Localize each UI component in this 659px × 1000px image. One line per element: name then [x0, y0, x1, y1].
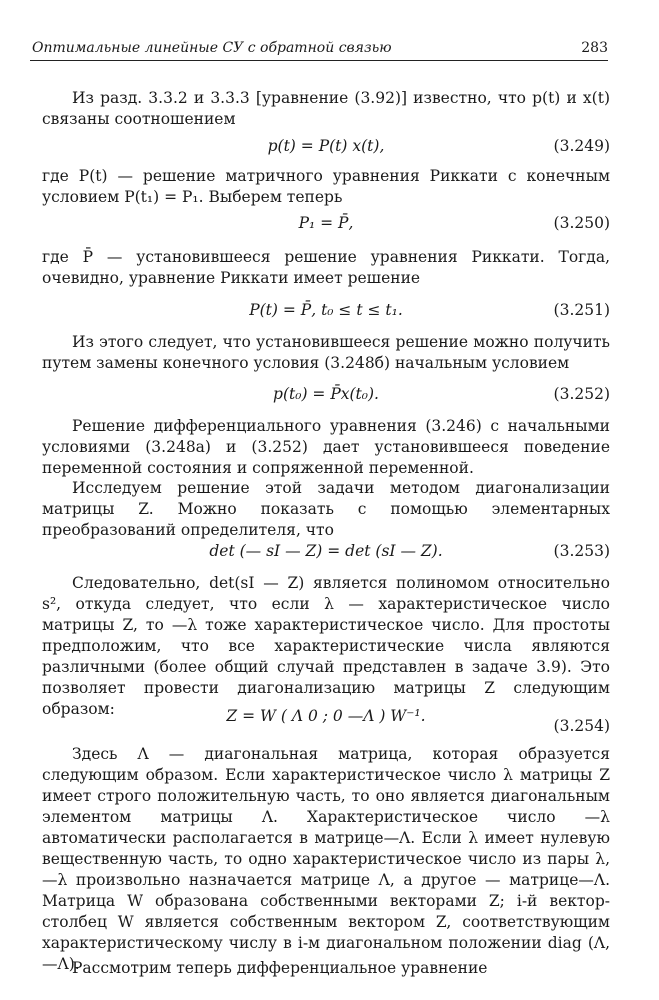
running-title: Оптимальные линейные СУ с обратной связью	[32, 40, 392, 56]
equation-formula: P₁ = P̄,	[298, 214, 354, 232]
equation-number: (3.250)	[553, 214, 610, 232]
paragraph-8: Здесь Λ — диагональная матрица, которая образуется следующим образом. Если характеристическое число λ матрицы Z имеет строго положительную часть, то оно является диагональным элементом матрицы Λ. Характеристическое число —λ автоматически располагается в матрице—Λ. Если λ имеет нулевую вещественную часть, то одно характеристическое число из пары λ, —λ произвольно назначается матрице Λ, а другое — матрице—Λ. Матрица W образована собственными векторами Z; i-й вектор-столбец W является собственным вектором Z, соответствующим характеристическому числу в i-м диагональном положении diag (Λ, —Λ).	[42, 745, 610, 973]
paragraph-3: где P̄ — установившееся решение уравнения Риккати. Тогда, очевидно, уравнение Риккати имеет решение	[42, 248, 610, 287]
equation-formula: p(t) = P(t) x(t),	[267, 137, 385, 155]
equation-formula: det (— sI — Z) = det (sI — Z).	[209, 542, 443, 560]
paragraph-7: Следовательно, det(sI — Z) является полиномом относительно s², откуда следует, что если λ — характеристическое число матрицы Z, то —λ тоже характеристическое число. Для простоты предположим, что все характеристические числа являются различными (более общий случай представлен в задаче 3.9). Это позволяет провести диагонализацию матрицы Z следующим образом:	[42, 574, 610, 718]
page-header	[30, 38, 608, 61]
equation-formula: P(t) = P̄, t₀ ≤ t ≤ t₁.	[249, 301, 403, 319]
equation-number: (3.254)	[553, 717, 610, 735]
equation-3-253	[42, 539, 610, 563]
equation-formula: Z = W ( Λ 0 ; 0 —Λ ) W⁻¹.	[226, 707, 426, 725]
page-number: 283	[581, 40, 608, 56]
equation-formula: p(t₀) = P̄x(t₀).	[273, 385, 379, 403]
equation-3-254	[42, 694, 610, 738]
equation-3-252	[42, 382, 610, 406]
paragraph-5: Решение дифференциального уравнения (3.246) с начальными условиями (3.248а) и (3.252) дает установившееся поведение переменной состояния и сопряженной переменной.	[42, 417, 610, 477]
equation-number: (3.249)	[553, 137, 610, 155]
paragraph-4: Из этого следует, что установившееся решение можно получить путем замены конечного условия (3.248б) начальным условием	[42, 333, 610, 372]
equation-3-249	[42, 134, 610, 158]
paragraph-1: Из разд. 3.3.2 и 3.3.3 [уравнение (3.92)] известно, что p(t) и x(t) связаны соотношением	[42, 89, 610, 128]
equation-3-250	[42, 211, 610, 235]
equation-number: (3.252)	[553, 385, 610, 403]
equation-number: (3.253)	[553, 542, 610, 560]
equation-number: (3.251)	[553, 301, 610, 319]
equation-3-251	[42, 298, 610, 322]
paragraph-6: Исследуем решение этой задачи методом диагонализации матрицы Z. Можно показать с помощью элементарных преобразований определителя, что	[42, 479, 610, 539]
paragraph-2: где P(t) — решение матричного уравнения Риккати с конечным условием P(t₁) = P₁. Выберем теперь	[42, 167, 610, 206]
paragraph-9: Рассмотрим теперь дифференциальное уравнение	[72, 959, 488, 977]
